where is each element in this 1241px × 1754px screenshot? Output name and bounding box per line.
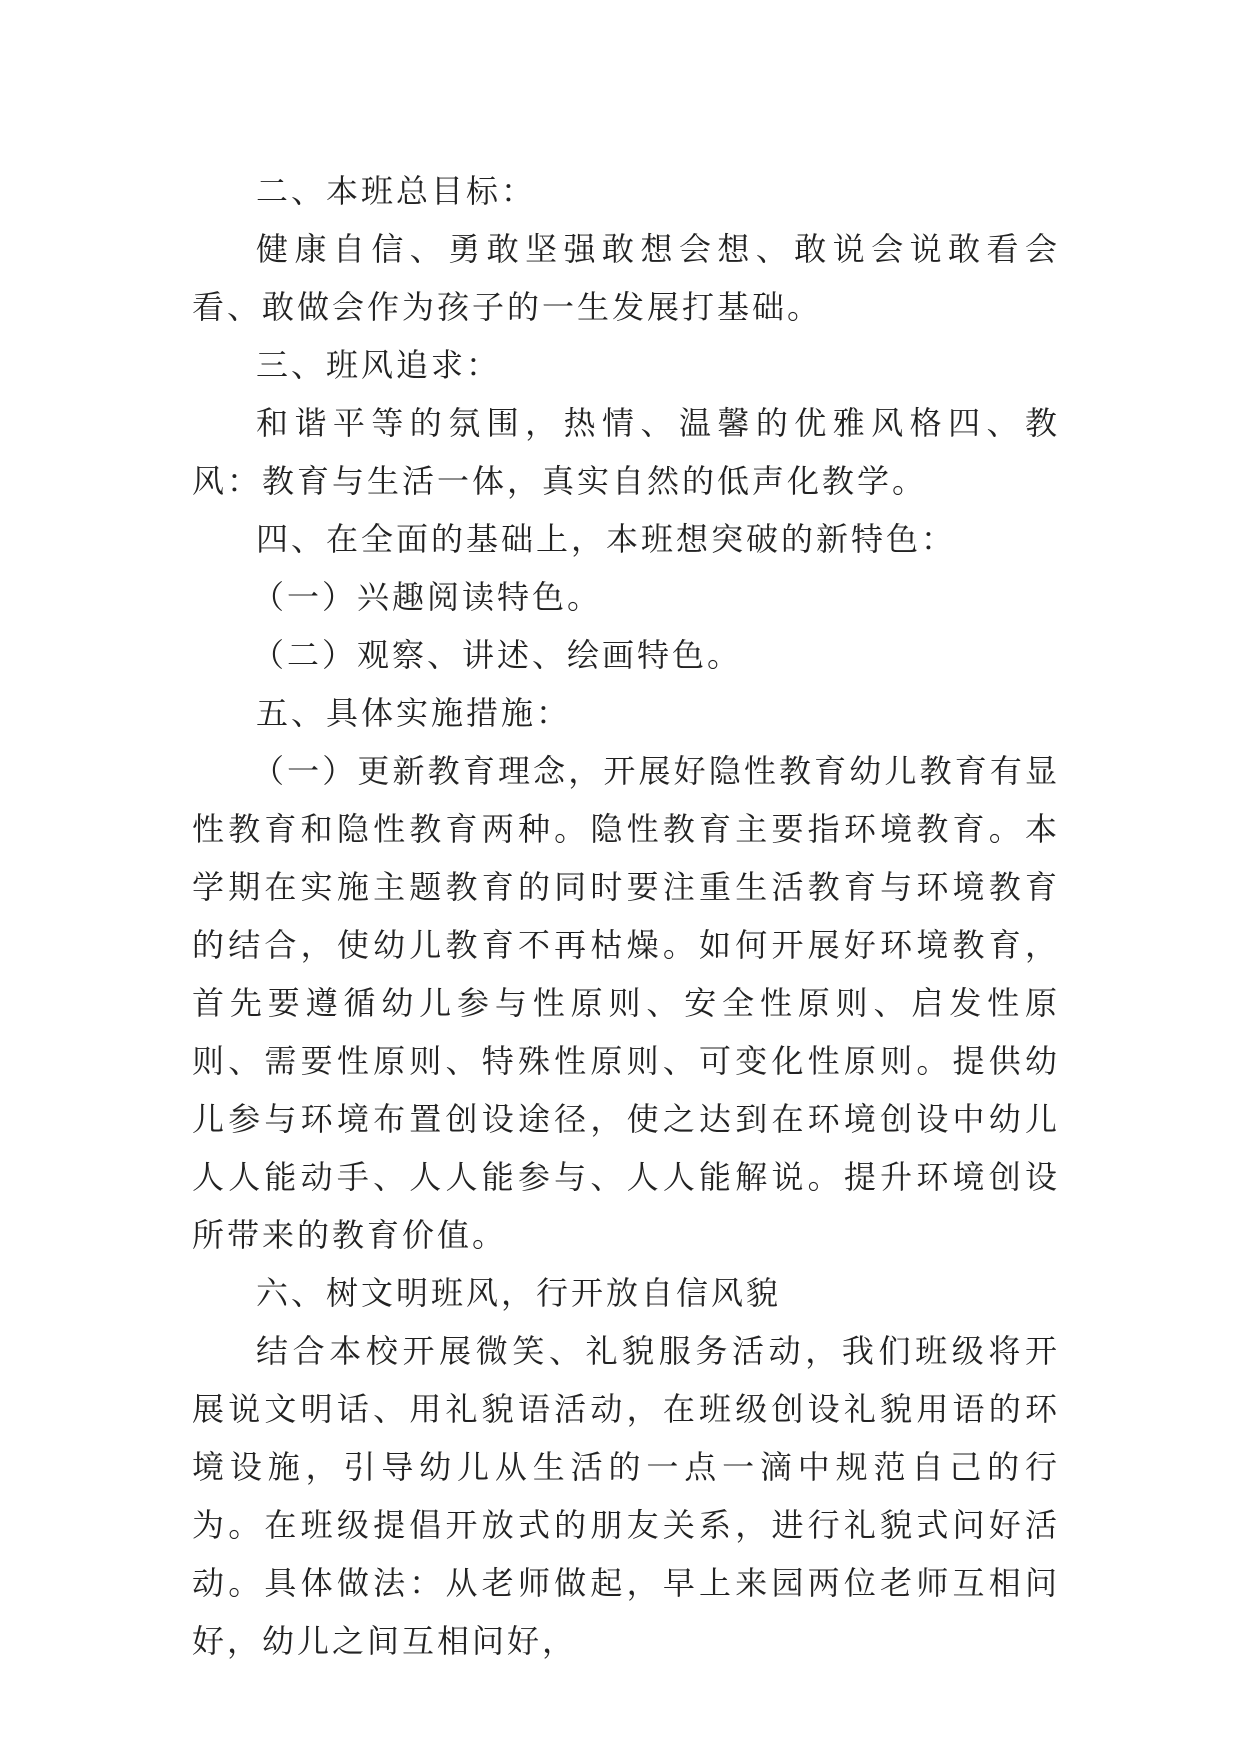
- section-heading-features: 四、在全面的基础上，本班想突破的新特色：: [256, 520, 957, 558]
- section-heading-goals: 二、本班总目标：: [256, 172, 537, 210]
- paragraph-civilization: 结合本校开展微笑、礼貌服务活动，我们班级将开展说文明话、用礼貌语活动，在班级创设礼貌用语的环境设施，引导幼儿从生活的一点一滴中规范自己的行为。在班级提倡开放式的朋友关系，进行礼貌式问好活动。具体做法：从老师做起，早上来园两位老师互相问好，幼儿之间互相问好，: [192, 1332, 1060, 1660]
- section-heading-measures: 五、具体实施措施：: [256, 694, 572, 732]
- section-heading-civilization: 六、树文明班风，行开放自信风貌: [256, 1274, 782, 1312]
- document-body: [192, 162, 1060, 1670]
- paragraph-measures: （一）更新教育理念，开展好隐性教育幼儿教育有显性教育和隐性教育两种。隐性教育主要指环境教育。本学期在实施主题教育的同时要注重生活教育与环境教育的结合，使幼儿教育不再枯燥。如何开展好环境教育，首先要遵循幼儿参与性原则、安全性原则、启发性原则、需要性原则、特殊性原则、可变化性原则。提供幼儿参与环境布置创设途径，使之达到在环境创设中幼儿人人能动手、人人能参与、人人能解说。提升环境创设所带来的教育价值。: [192, 752, 1060, 1254]
- paragraph-goals: 健康自信、勇敢坚强敢想会想、敢说会说敢看会看、敢做会作为孩子的一生发展打基础。: [192, 230, 1060, 326]
- paragraph-class-style: 和谐平等的氛围，热情、温馨的优雅风格四、教风：教育与生活一体，真实自然的低声化教学。: [192, 404, 1060, 500]
- list-item-feature-1: （一）兴趣阅读特色。: [252, 578, 603, 616]
- list-item-feature-2: （二）观察、讲述、绘画特色。: [252, 636, 743, 674]
- section-heading-class-style: 三、班风追求：: [256, 346, 502, 384]
